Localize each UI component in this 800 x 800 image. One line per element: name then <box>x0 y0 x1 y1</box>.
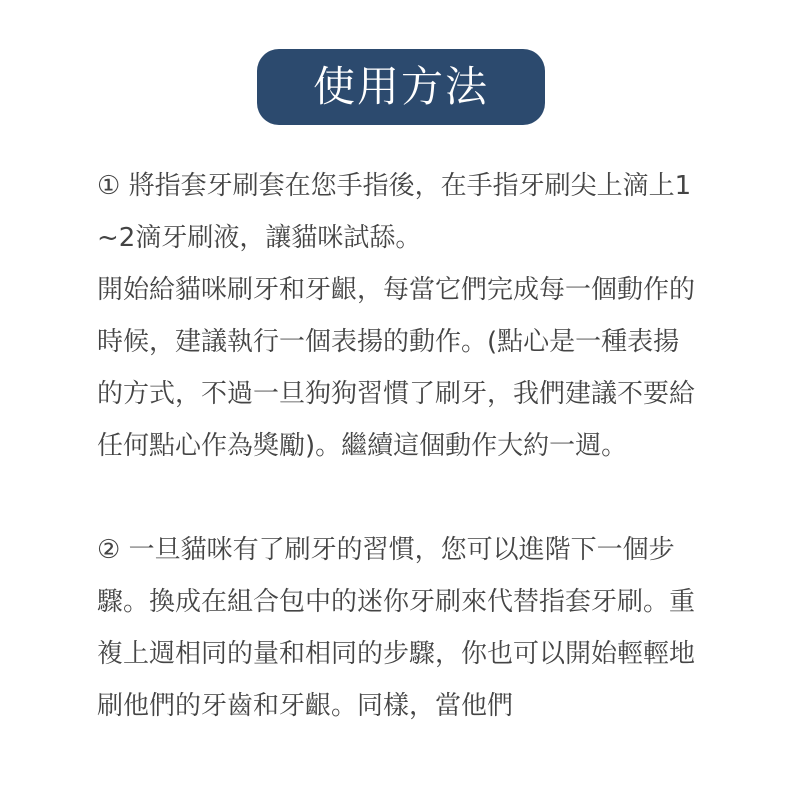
instructions-body <box>97 160 697 732</box>
instruction-step-1-detail: 開始給貓咪刷牙和牙齦，每當它們完成每一個動作的時候，建議執行一個表揚的動作。(點心是一種表揚的方式，不過一旦狗狗習慣了刷牙，我們建議不要給任何點心作為獎勵)。繼續這個動作大約一週。 <box>97 275 696 461</box>
instruction-step-1: ① 將指套牙刷套在您手指後，在手指牙刷尖上滴上1~2滴牙刷液，讓貓咪試舔。 <box>97 171 692 253</box>
paragraph-spacer <box>97 472 697 524</box>
section-title: 使用方法 <box>312 62 489 111</box>
instruction-step-2: ② 一旦貓咪有了刷牙的習慣，您可以進階下一個步驟。換成在組合包中的迷你牙刷來代替指套牙刷。重複上週相同的量和相同的步驟，你也可以開始輕輕地刷他們的牙齒和牙齦。同樣，當他們 <box>97 535 696 721</box>
section-title-badge <box>257 49 545 125</box>
